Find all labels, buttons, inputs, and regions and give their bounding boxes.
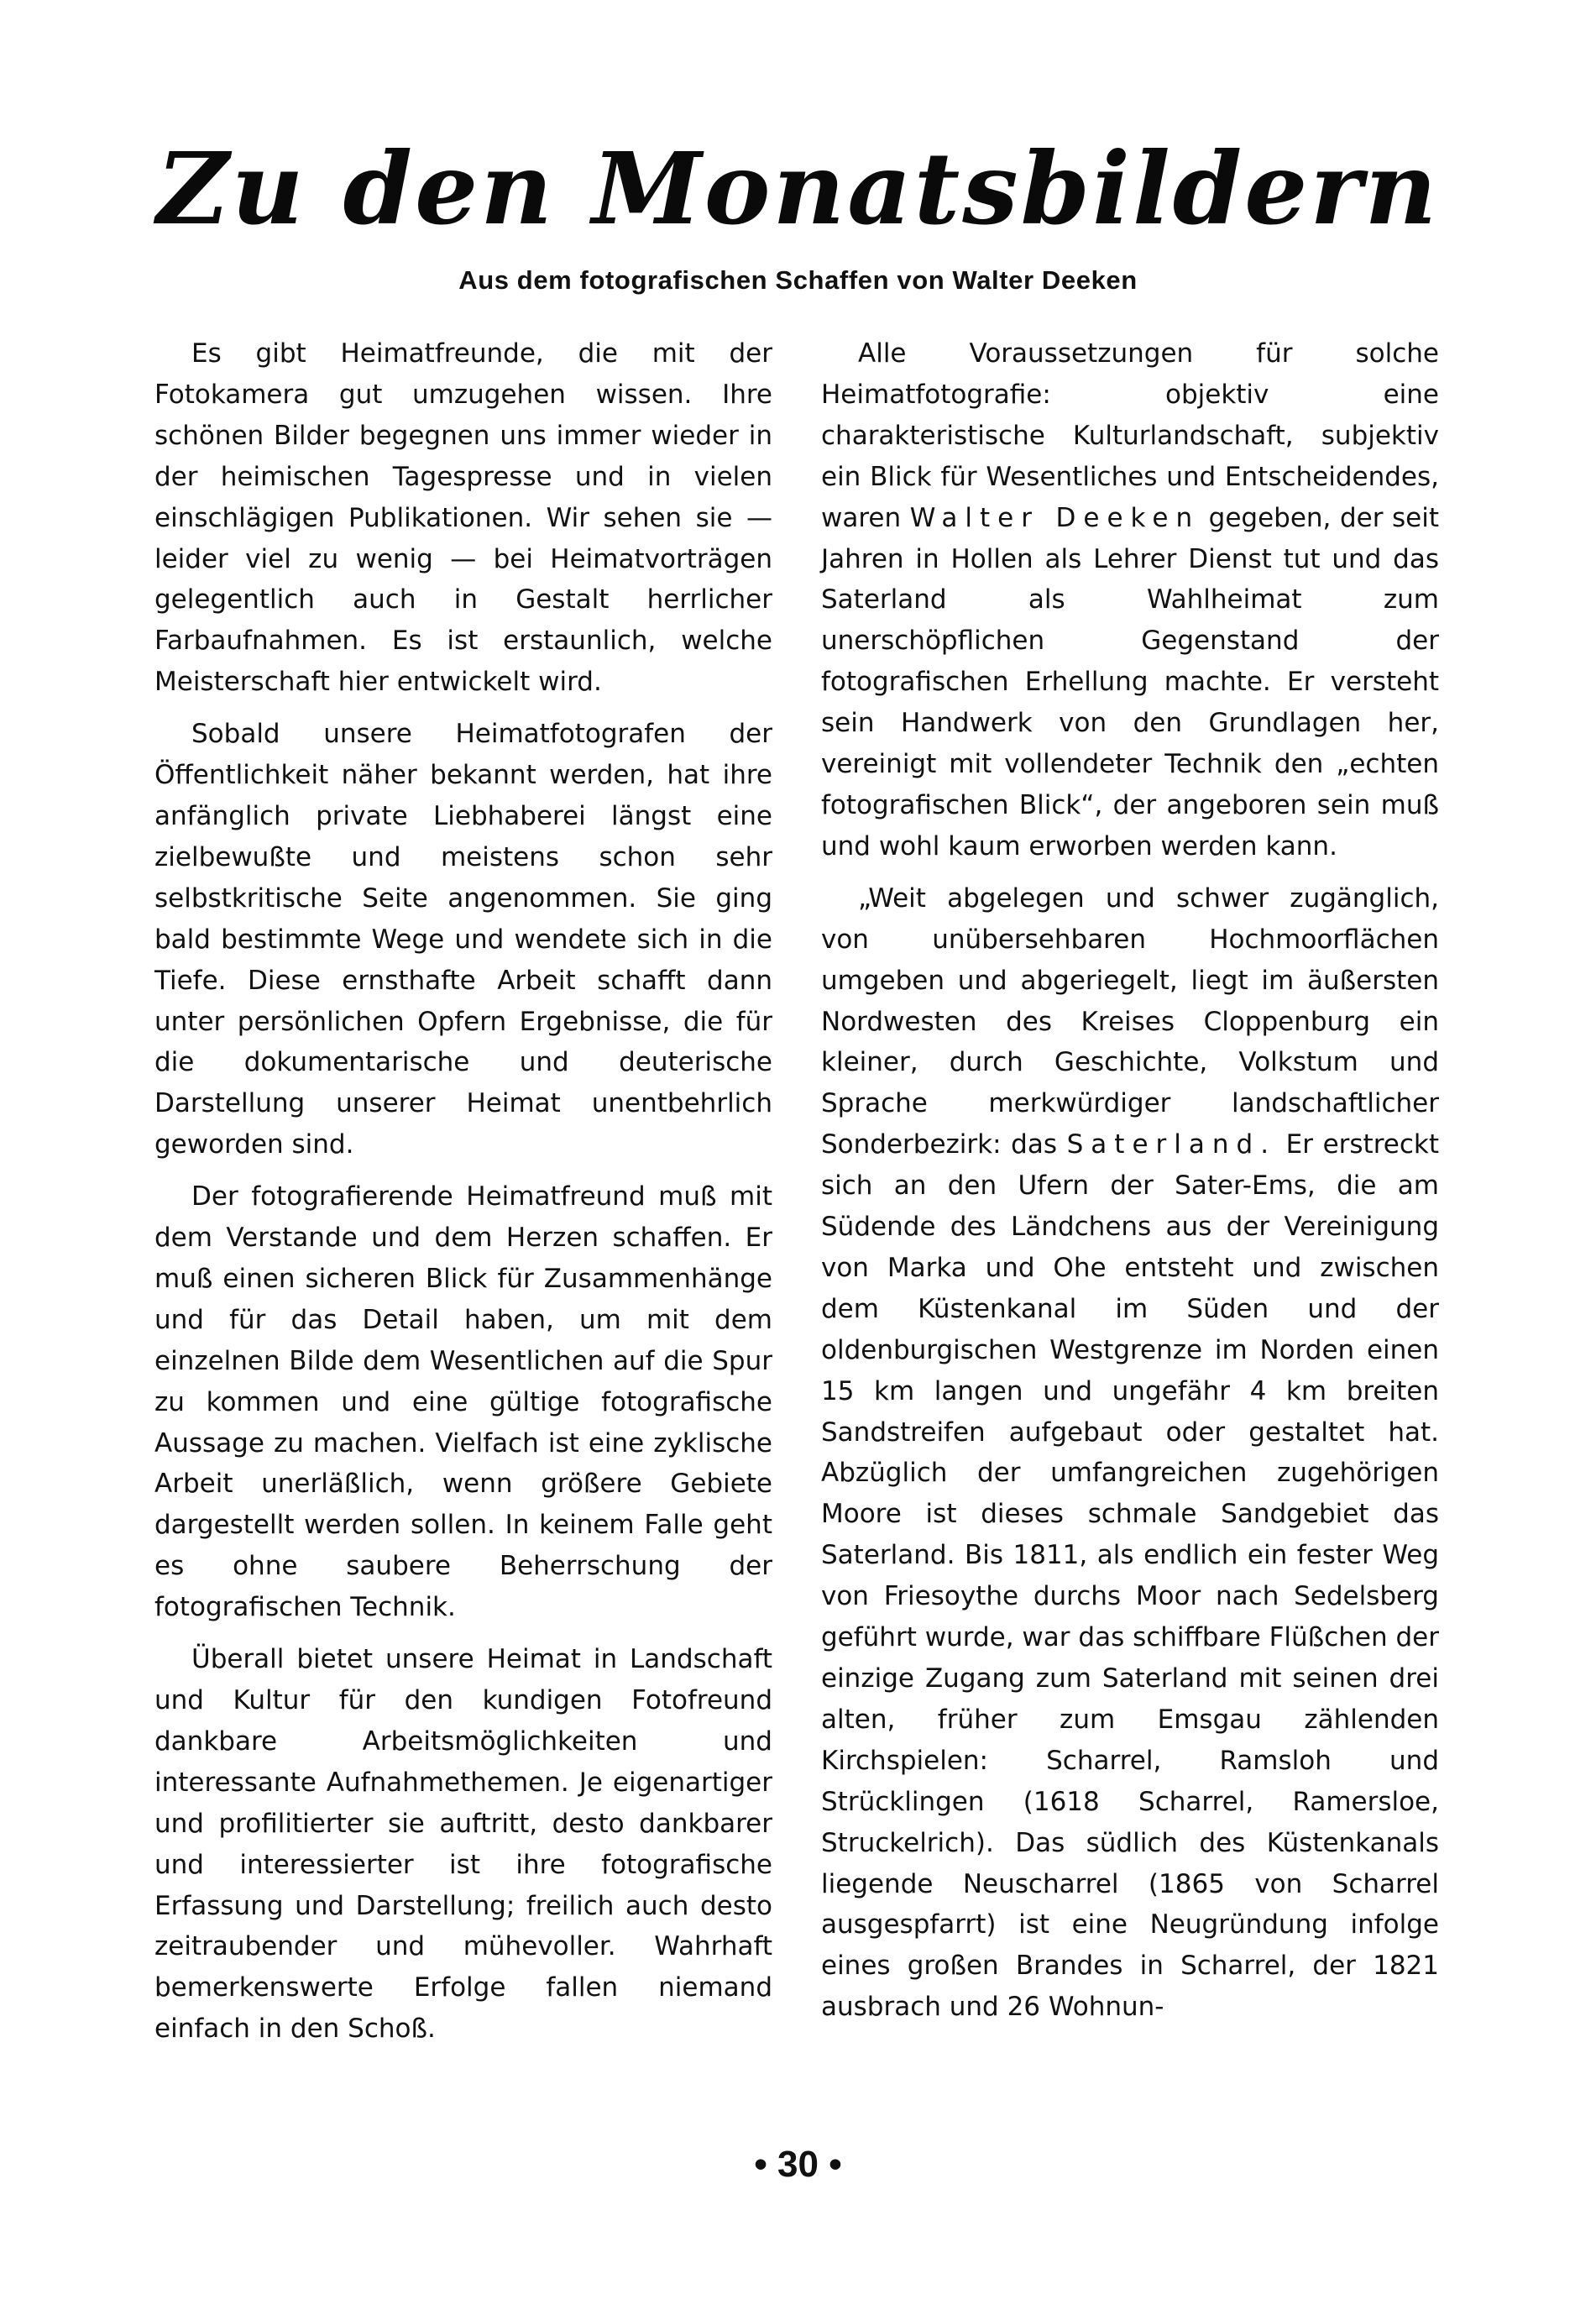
page-number-marker: • xyxy=(754,2144,767,2185)
paragraph: Sobald unsere Heimatfotografen der Öffentlichkeit näher bekannt werden, hat ihre anfänglich private Liebhaberei längst eine zielbewußte und meistens schon sehr selbstkritische Seite angenommen. Sie ging bald bestimmte Wege und wendete sich in die Tiefe. Diese ernsthafte Arbeit schafft dann unter persönlichen Opfern Ergebnisse, die für die dokumentarische und deuterische Darstellung unserer Heimat unentbehrlich geworden sind. xyxy=(154,719,772,1160)
paragraph-text: gegeben, der seit Jahren in Hollen als Lehrer Dienst tut und das Saterland als Wahlheimat zum unerschöpflichen Gegenstand der fotografischen Erhellung machte. Er versteht sein Handwerk von den Grundlagen her, vereinigt mit vollendeter Technik den „echten fotografischen Blick“, der angeboren sein muß und wohl kaum erworben werden kann. xyxy=(821,502,1440,861)
paragraph xyxy=(821,333,1439,867)
paragraph-text: „Weit abgelegen und schwer zugänglich, von unübersehbaren Hochmoorflächen umgeben und abgeriegelt, liegt im äußersten Nordwesten des Kreises Cloppenburg ein kleiner, durch Geschichte, Volkstum und Sprache merkwürdiger landschaftlicher Sonderbezirk: das xyxy=(821,882,1439,1160)
page-number-marker: • xyxy=(829,2144,842,2185)
region-name: Saterland. xyxy=(1066,1129,1277,1160)
photographer-name: Walter Deeken xyxy=(909,502,1201,533)
left-column xyxy=(154,333,772,2061)
paragraph: Der fotografierende Heimatfreund muß mit dem Verstande und dem Herzen schaffen. Er muß einen sicheren Blick für Zusammenhänge und für das Detail haben, um mit dem einzelnen Bilde dem Wesentlichen auf die Spur zu kommen und eine gültige fotografische Aussage zu machen. Vielfach ist eine zyklische Arbeit unerläßlich, wenn größere Gebiete dargestellt werden sollen. In keinem Falle geht es ohne saubere Beherrschung der fotografischen Technik. xyxy=(154,1181,772,1623)
page-number xyxy=(0,2139,1596,2190)
right-column xyxy=(821,333,1439,2039)
page-number-value: 30 xyxy=(777,2144,819,2185)
page-title: Zu den Monatsbildern xyxy=(156,130,1440,247)
paragraph-text: Er erstreckt sich an den Ufern der Sater-Ems, die am Südende des Ländchens aus der Vereinigung von Marka und Ohe entsteht und zwischen dem Küstenkanal im Süden und der oldenburgischen Westgrenze im Norden einen 15 km langen und ungefähr 4 km breiten Sandstreifen aufgebaut oder gestaltet hat. Abzüglich der umfangreichen zugehörigen Moore ist dieses schmale Sandgebiet das Saterland. Bis 1811, als endlich ein fester Weg von Friesoythe durchs Moor nach Sedelsberg geführt wurde, war das schiffbare Flüßchen der einzige Zugang zum Saterland mit seinen drei alten, früher zum Emsgau zählenden Kirchspielen: Scharrel, Ramsloh und Strücklingen (1618 Scharrel, Ramersloe, Struckelrich). Das südlich des Küstenkanals liegende Neuscharrel (1865 von Scharrel ausgespfarrt) ist eine Neugründung infolge eines großen Brandes in Scharrel, der 1821 ausbrach und 26 Wohnun- xyxy=(821,1129,1439,2023)
paragraph: Überall bietet unsere Heimat in Landschaft und Kultur für den kundigen Fotofreund dankbare Arbeitsmöglichkeiten und interessante Aufnahmethemen. Je eigenartiger und profilitierter sie auftritt, desto dankbarer und interessierter ist ihre fotografische Erfassung und Darstellung; freilich auch desto zeitraubender und mühevoller. Wahrhaft bemerkenswerte Erfolge fallen niemand einfach in den Schoß. xyxy=(154,1644,772,2045)
paragraph-text: Alle Voraussetzungen für solche Heimatfotografie: objektiv eine charakteristische Kulturlandschaft, subjektiv ein Blick für Wesentliches und Entscheidendes, waren xyxy=(821,338,1439,533)
page-subtitle: Aus dem fotografischen Schaffen von Walter Deeken xyxy=(458,265,1138,295)
paragraph: Es gibt Heimatfreunde, die mit der Fotokamera gut umzugehen wissen. Ihre schönen Bilder begegnen uns immer wieder in der heimischen Tagespresse und in vielen einschlägigen Publikationen. Wir sehen sie — leider viel zu wenig — bei Heimatvorträgen gelegentlich auch in Gestalt herrlicher Farbaufnahmen. Es ist erstaunlich, welche Meisterschaft hier entwickelt wird. xyxy=(154,338,772,698)
paragraph xyxy=(821,878,1439,2028)
